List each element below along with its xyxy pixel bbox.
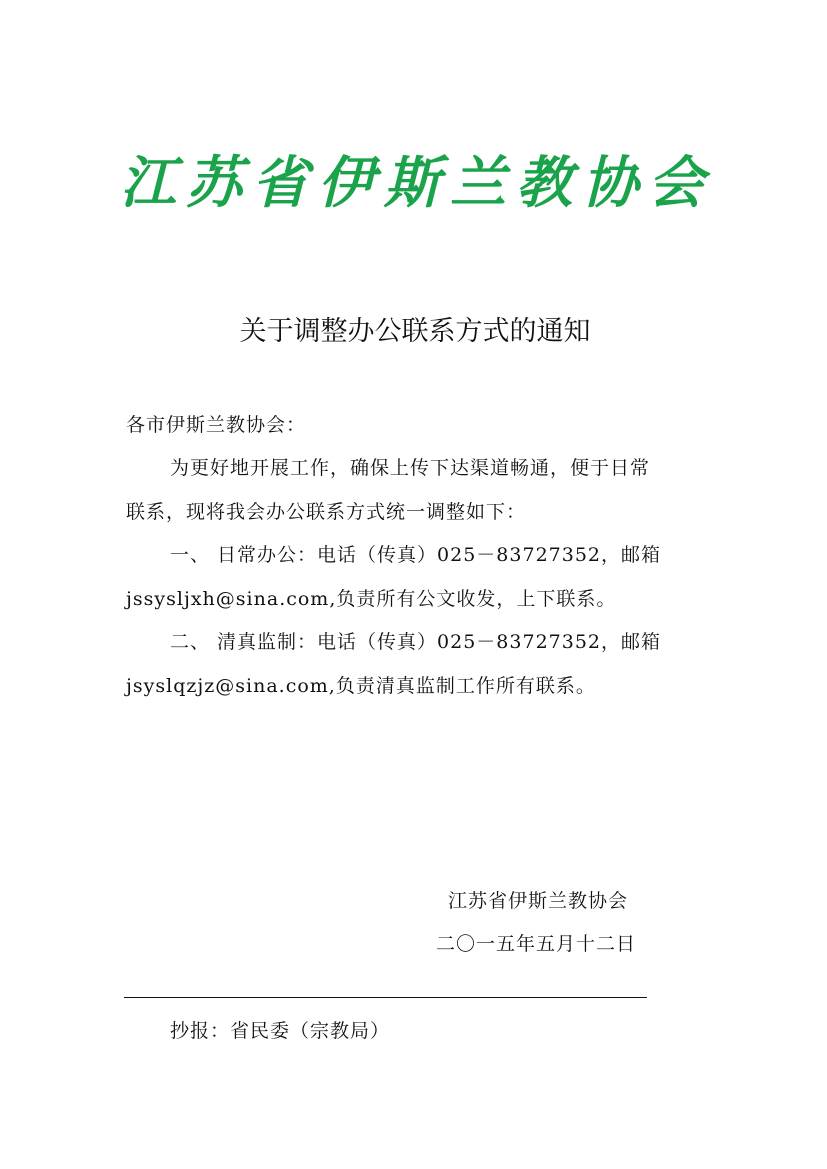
- salutation: 各市伊斯兰教协会：: [126, 414, 307, 436]
- body-paragraph-line-2: 联系，现将我会办公联系方式统一调整如下：: [126, 501, 527, 523]
- item-1-line-1: 一、 日常办公：电话（传真）025－83727352，邮箱: [170, 544, 662, 566]
- footer-divider: [124, 997, 647, 998]
- signature-date: 二〇一五年五月十二日: [436, 933, 637, 955]
- body-paragraph-line-1: 为更好地开展工作，确保上传下达渠道畅通，便于日常: [170, 457, 651, 479]
- item-2-line-1: 二、 清真监制：电话（传真）025－83727352，邮箱: [170, 631, 662, 653]
- item-1-line-2: jssysljxh@sina.com,负责所有公文收发，上下联系。: [126, 588, 617, 610]
- document-title: 关于调整办公联系方式的通知: [239, 316, 591, 347]
- org-letterhead: 江苏省伊斯兰教协会: [120, 150, 714, 216]
- item-2-line-2: jsyslqzjz@sina.com,负责清真监制工作所有联系。: [126, 675, 596, 697]
- signature-org: 江苏省伊斯兰教协会: [448, 890, 629, 912]
- cc-line: 抄报：省民委（宗教局）: [170, 1020, 391, 1042]
